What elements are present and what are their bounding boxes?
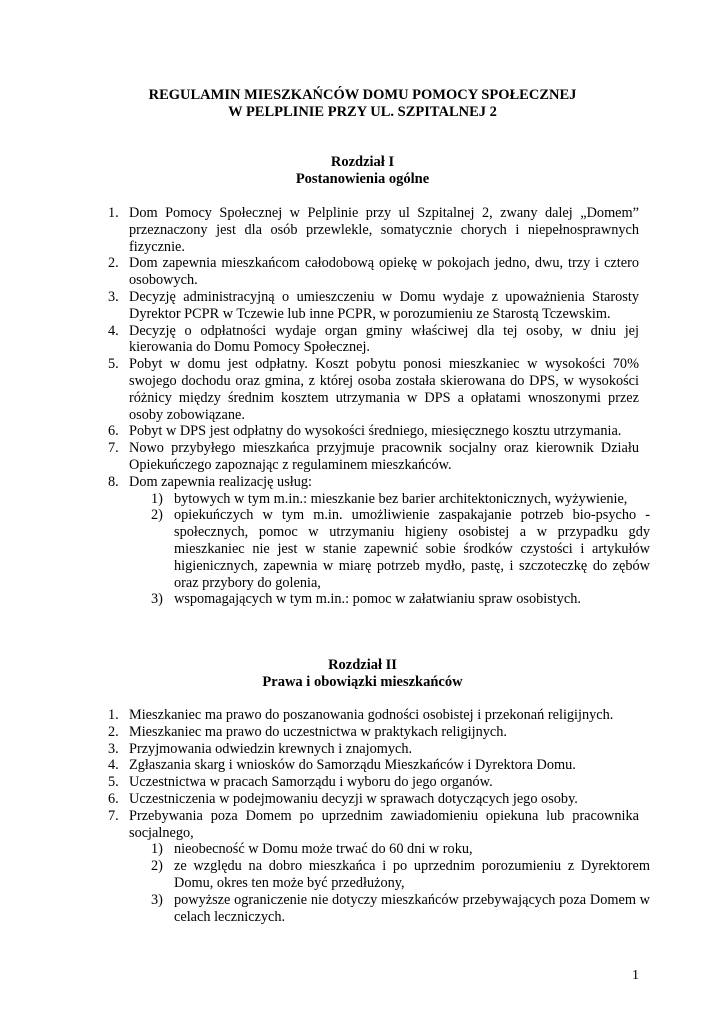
chapter-2-sublist [129, 841, 650, 925]
list-item: 5. Pobyt w domu jest odpłatny. Koszt pobytu ponosi mieszkaniec w wysokości 70% swojego dochodu oraz gmina, z której osoba została skierowana do DPS, w wysokości różnicy między średnim kosztem utrzymania w DPS a opłatami wnoszonymi przez osoby zobowiązane. [108, 356, 639, 423]
page-number: 1 [632, 968, 639, 983]
document-title-line-1: REGULAMIN MIESZKAŃCÓW DOMU POMOCY SPOŁECZNEJ [148, 87, 577, 103]
list-item: 3. Decyzję administracyjną o umieszczeniu w Domu wydaje z upoważnienia Starosty Dyrektor PCPR w Tczewie lub inne PCPR, w porozumieniu ze Starostą Tczewskim. [108, 288, 639, 322]
chapter-1-sublist [129, 490, 650, 609]
chapter-1-list [0, 205, 650, 608]
sub-list-item: 3) powyższe ograniczenie nie dotyczy mieszkańców przebywających poza Domem w celach leczniczych. [151, 891, 650, 925]
list-item: 5. Uczestnictwa w pracach Samorządu i wyboru do jego organów. [108, 774, 493, 791]
list-item: 1. Mieszkaniec ma prawo do poszanowania godności osobistej i przekonań religijnych. [108, 707, 614, 723]
chapter-1-subheading: Postanowienia ogólne [295, 171, 430, 187]
chapter-1-heading: Rozdział I [330, 154, 395, 170]
list-item: 6. Pobyt w DPS jest odpłatny do wysokości średniego, miesięcznego kosztu utrzymania. [108, 423, 622, 440]
list-item: 4. Zgłaszania skarg i wniosków do Samorządu Mieszkańców i Dyrektora Domu. [108, 757, 576, 774]
list-item: 7. Przebywania poza Domem po uprzednim zawiadomieniu opiekuna lub pracownika socjalnego, 1) nieobecność w Domu może trwać do 60 dni w roku, 2) ze względu na dobro mieszkańca i po uprzednim porozumieniu z Dyrektorem Domu, okres ten może być przedłużony, 3) powyższe ograniczenie nie dotyczy mieszkańców przebywających poza Domem w celach leczniczych. [108, 807, 650, 925]
list-item: 2. Dom zapewnia mieszkańcom całodobową opiekę w pokojach jedno, dwu, trzy i cztero osobowych. [108, 255, 639, 289]
list-item: 3. Przyjmowania odwiedzin krewnych i znajomych. [108, 740, 413, 757]
document-title-line-2: W PELPLINIE PRZY UL. SZPITALNEJ 2 [228, 104, 497, 120]
list-item: 6. Uczestniczenia w podejmowaniu decyzji w sprawach dotyczących jego osoby. [108, 790, 578, 807]
list-item: 1. Dom Pomocy Społecznej w Pelplinie przy ul Szpitalnej 2, zwany dalej „Domem” przeznaczony jest dla osób przewlekle, somatycznie chorych i niepełnosprawnych fizycznie. [108, 205, 639, 255]
sub-list-item: 3) wspomagających w tym m.in.: pomoc w załatwianiu spraw osobistych. [151, 591, 581, 608]
chapter-2-list [0, 707, 650, 925]
sub-list-item: 1) nieobecność w Domu może trwać do 60 dni w roku, [151, 841, 473, 858]
sub-list-item: 2) ze względu na dobro mieszkańca i po uprzednim porozumieniu z Dyrektorem Domu, okres ten może być przedłużony, [151, 858, 650, 891]
sub-list-item: 1) bytowych w tym m.in.: mieszkanie bez barier architektonicznych, wyżywienie, [151, 490, 628, 507]
list-item: 4. Decyzję o odpłatności wydaje organ gminy właściwej dla tej osoby, w dniu jej kierowania do Domu Pomocy Społecznej. [108, 322, 639, 356]
chapter-2-heading: Rozdział II [328, 657, 397, 673]
sub-list-item: 2) opiekuńczych w tym m.in. umożliwienie zaspakajanie potrzeb bio-psycho -społecznych, pomoc w utrzymaniu higieny osobistej a w przypadku gdy mieszkaniec nie jest w stanie zapewnić sobie środków czystości i artykułów higienicznych, zapewnia w miarę potrzeb mydło, pastę, i szczoteczkę do zębów oraz przybory do golenia, [151, 507, 650, 591]
list-item: 2. Mieszkaniec ma prawo do uczestnictwa w praktykach religijnych. [108, 723, 507, 740]
list-item: 8. Dom zapewnia realizację usług: 1) bytowych w tym m.in.: mieszkanie bez barier architektonicznych, wyżywienie, 2) opiekuńczych w tym m.in. umożliwienie zaspakajanie potrzeb bio-psycho -społecznych, pomoc w utrzymaniu higieny osobistej a w przypadku gdy mieszkaniec nie jest w stanie zapewnić sobie środków czystości i artykułów higienicznych, zapewnia w miarę potrzeb mydło, pastę, i szczoteczkę do zębów oraz przybory do golenia, 3) wspomagających w tym m.in.: pomoc w załatwianiu spraw osobistych. [108, 473, 650, 608]
list-item: 7. Nowo przybyłego mieszkańca przyjmuje pracownik socjalny oraz kierownik Działu Opiekuńczego zapoznając z regulaminem mieszkańców. [108, 440, 639, 473]
chapter-2-subheading: Prawa i obowiązki mieszkańców [262, 674, 463, 690]
